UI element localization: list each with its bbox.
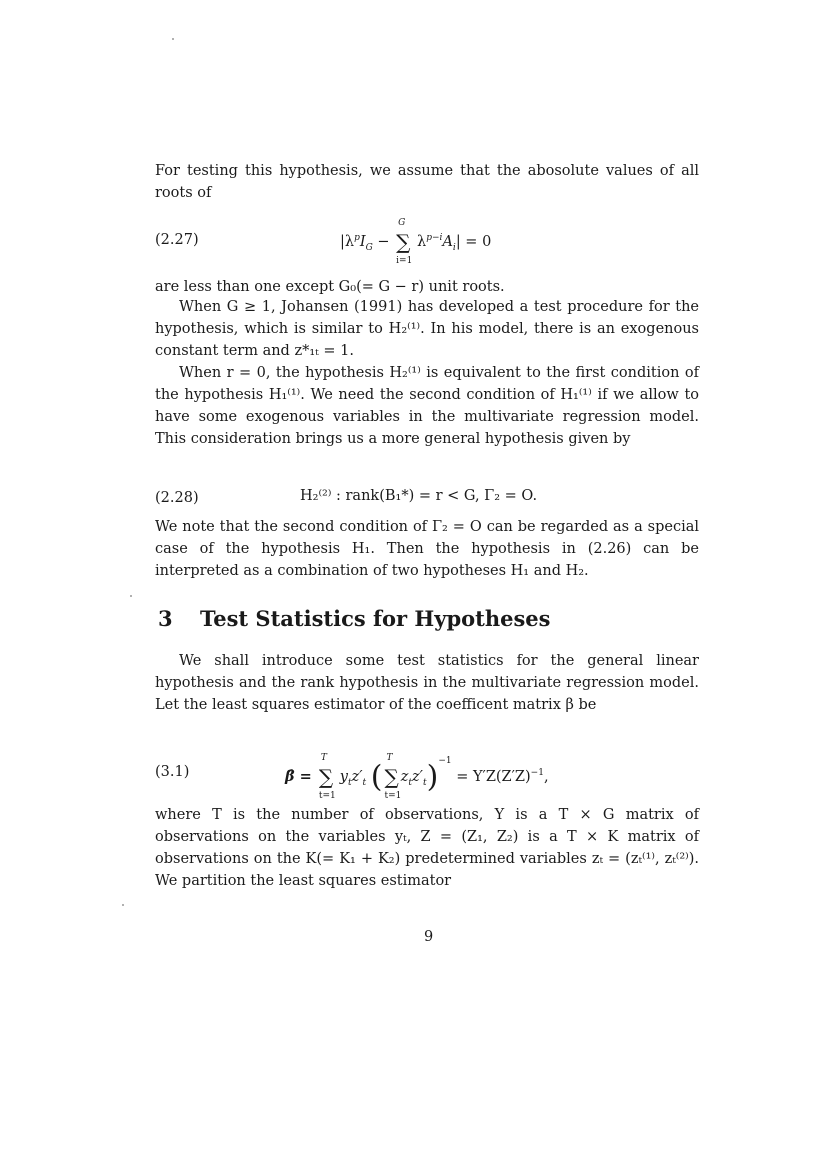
scan-speck [122, 904, 124, 906]
equation-2-28 [155, 480, 699, 520]
paragraph-intro: For testing this hypothesis, we assume that the abosolute values of all roots of [155, 163, 699, 201]
sum-symbol: ∑ T t=1 [384, 753, 402, 801]
page-number: 9 [424, 929, 434, 945]
section-title: Test Statistics for Hypotheses [200, 606, 551, 631]
equation-number: (2.27) [155, 232, 199, 248]
section-number: 3 [158, 606, 173, 631]
equation-3-1 [155, 752, 699, 801]
section-heading [158, 606, 550, 631]
paragraph-note: We note that the second condition of Γ₂ = O can be regarded as a special case of the hypothesis H₁. Then the hypothesis in (2.26) can be interpreted as a combination of two hypotheses H₁ and H₂. [155, 519, 699, 579]
paragraph-hypothesis: When r = 0, the hypothesis H₂⁽¹⁾ is equivalent to the first condition of the hypothesis H₁⁽¹⁾. We need the second condition of H₁⁽¹⁾ if we allow to have some exogenous variables in the multivariate regression model. This consideration brings us a more general hypothesis given by [155, 365, 699, 447]
equation-body: β̂ = ∑ T t=1 $y_tz'_t$ ( ∑ T t=1 $z_tz'_t)^{-1} = Y'Z(Z'Z)^{-1}$, [285, 753, 549, 801]
scan-speck [172, 38, 174, 40]
paragraph-introduce: We shall introduce some test statistics for the general linear hypothesis and the rank hypothesis in the multivariate regression model. Let the least squares estimator of the coefficent matrix β be [155, 653, 699, 713]
equation-body: H₂⁽²⁾ : rank(B₁*) = r < G, Γ₂ = O. [300, 488, 538, 504]
equation-2-27 [155, 218, 699, 266]
scan-speck [130, 595, 132, 597]
paragraph-roots: are less than one except G₀(= G − r) unit roots. [155, 279, 505, 295]
equation-number: (3.1) [155, 764, 190, 780]
paragraph-johansen: When G ≥ 1, Johansen (1991) has developed a test procedure for the hypothesis, which is similar to H₂⁽¹⁾. In his model, there is an exogenous constant term and z*₁ₜ = 1. [155, 299, 699, 359]
paragraph-where: where T is the number of observations, Y is a T × G matrix of observations on the variables yₜ, Z = (Z₁, Z₂) is a T × K matrix of observations on the K(= K₁ + K₂) predetermined variables zₜ = (zₜ⁽¹⁾, zₜ⁽²⁾). We partition the least squares estimator [155, 807, 699, 889]
sum-symbol: ∑ G i=1 [396, 218, 413, 266]
equation-number: (2.28) [155, 490, 199, 506]
sum-symbol: ∑ T t=1 [318, 753, 336, 801]
equation-body: $|\lambda^pI_G$ − ∑ G i=1 $\lambda^{p-i}A_i| = 0$ [340, 218, 492, 266]
